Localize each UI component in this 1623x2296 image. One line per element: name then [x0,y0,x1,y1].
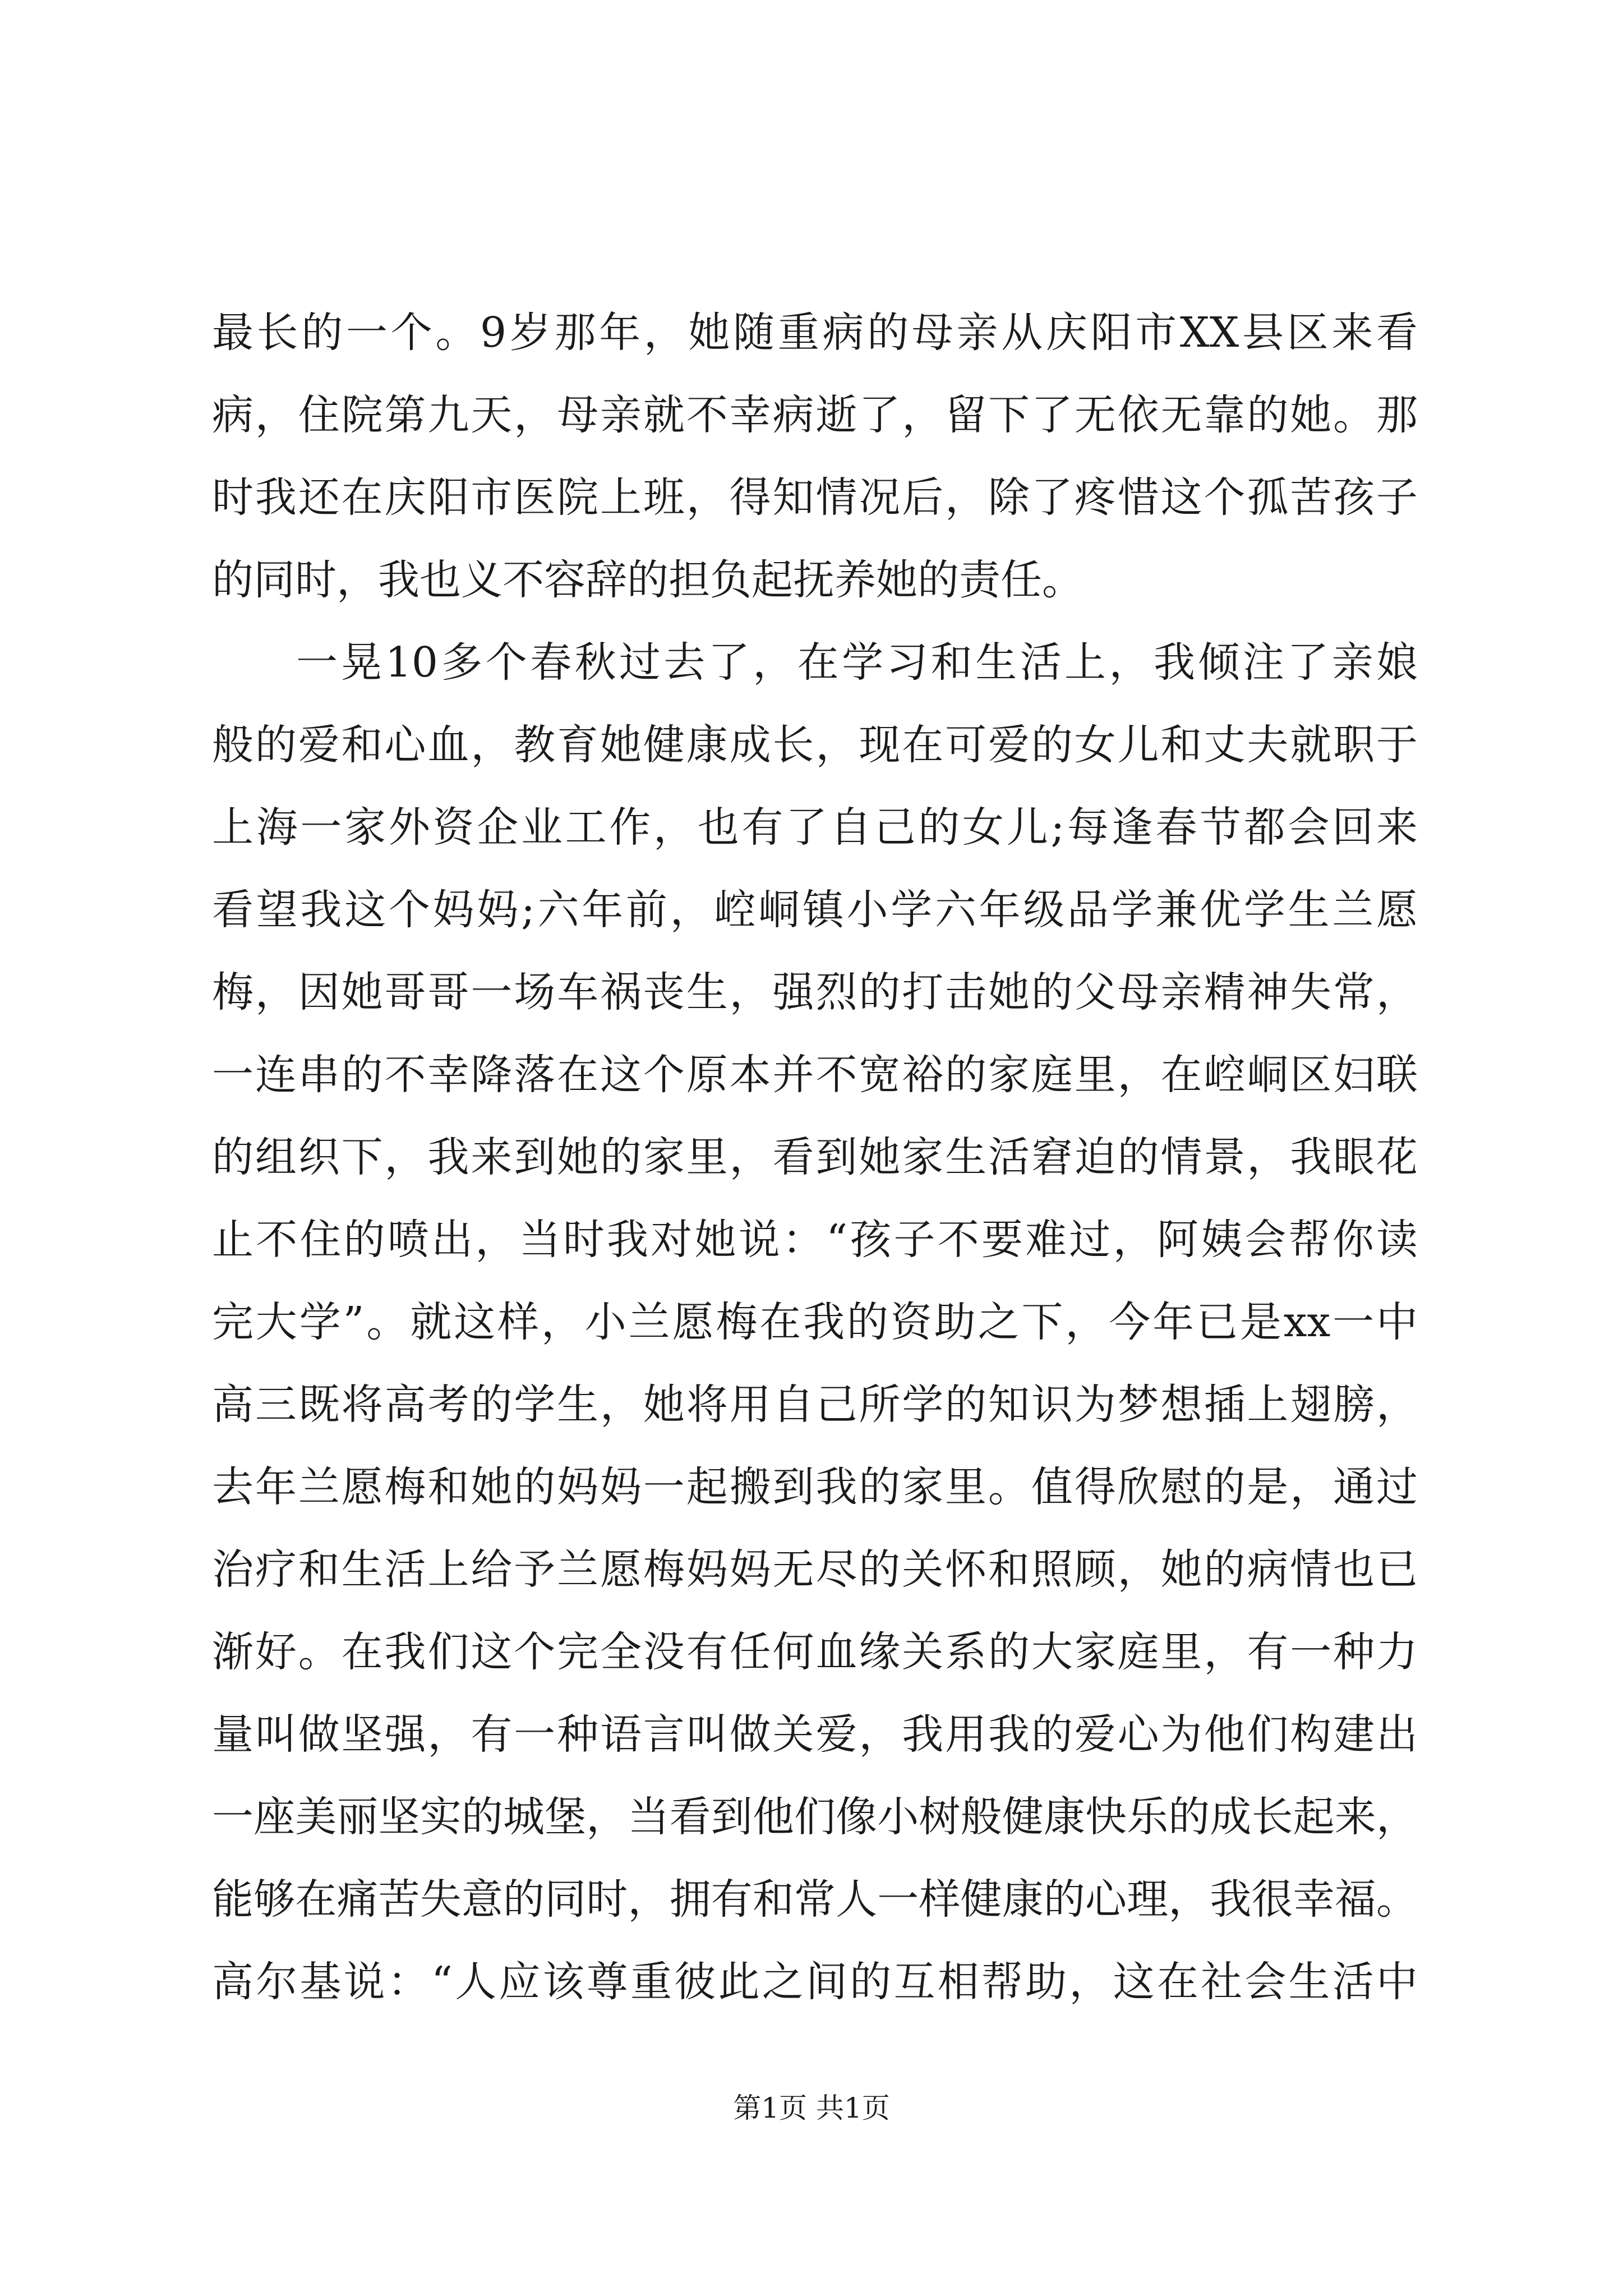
text-line: 完大学”。就这样，小兰愿梅在我的资助之下，今年已是xx一中 [212,1298,1418,1346]
text-line: 的组织下，我来到她的家里，看到她家生活窘迫的情景，我眼花 [212,1133,1418,1181]
text-line: 上海一家外资企业工作，也有了自己的女儿;每逢春节都会回来 [212,803,1418,852]
paragraph-first-line: 一晃10多个春秋过去了，在学习和生活上，我倾注了亲娘 [296,638,1418,687]
page-number-footer: 第1页 共1页 [733,2092,890,2124]
text-line: 看望我这个妈妈;六年前，崆峒镇小学六年级品学兼优学生兰愿 [212,886,1418,934]
text-line: 般的爱和心血，教育她健康成长，现在可爱的女儿和丈夫就职于 [212,721,1418,769]
text-line: 高尔基说：“人应该尊重彼此之间的互相帮助，这在社会生活中 [212,1958,1418,2006]
text-line: 梅，因她哥哥一场车祸丧生，强烈的打击她的父母亲精神失常， [212,968,1418,1016]
text-line: 量叫做坚强，有一种语言叫做关爱，我用我的爱心为他们构建出 [212,1710,1418,1759]
text-line: 一连串的不幸降落在这个原本并不宽裕的家庭里，在崆峒区妇联 [212,1051,1418,1099]
text-line: 病，住院第九天，母亲就不幸病逝了，留下了无依无靠的她。那 [212,391,1418,439]
text-line: 能够在痛苦失意的同时，拥有和常人一样健康的心理，我很幸福。 [212,1875,1418,1924]
text-line: 一座美丽坚实的城堡，当看到他们像小树般健康快乐的成长起来， [212,1793,1418,1841]
text-line: 去年兰愿梅和她的妈妈一起搬到我的家里。值得欣慰的是，通过 [212,1463,1418,1511]
text-line: 时我还在庆阳市医院上班，得知情况后，除了疼惜这个孤苦孩子 [212,473,1418,522]
text-line: 最长的一个。9岁那年，她随重病的母亲从庆阳市XX县区来看 [212,309,1418,357]
text-line: 渐好。在我们这个完全没有任何血缘关系的大家庭里，有一种力 [212,1628,1418,1676]
text-line: 的同时，我也义不容辞的担负起抚养她的责任。 [212,556,1083,604]
text-line: 高三既将高考的学生，她将用自己所学的知识为梦想插上翅膀， [212,1381,1418,1429]
body-text [212,292,1418,2023]
text-line: 止不住的喷出，当时我对她说：“孩子不要难过，阿姨会帮你读 [212,1216,1418,1264]
text-line: 治疗和生活上给予兰愿梅妈妈无尽的关怀和照顾，她的病情也已 [212,1545,1418,1594]
